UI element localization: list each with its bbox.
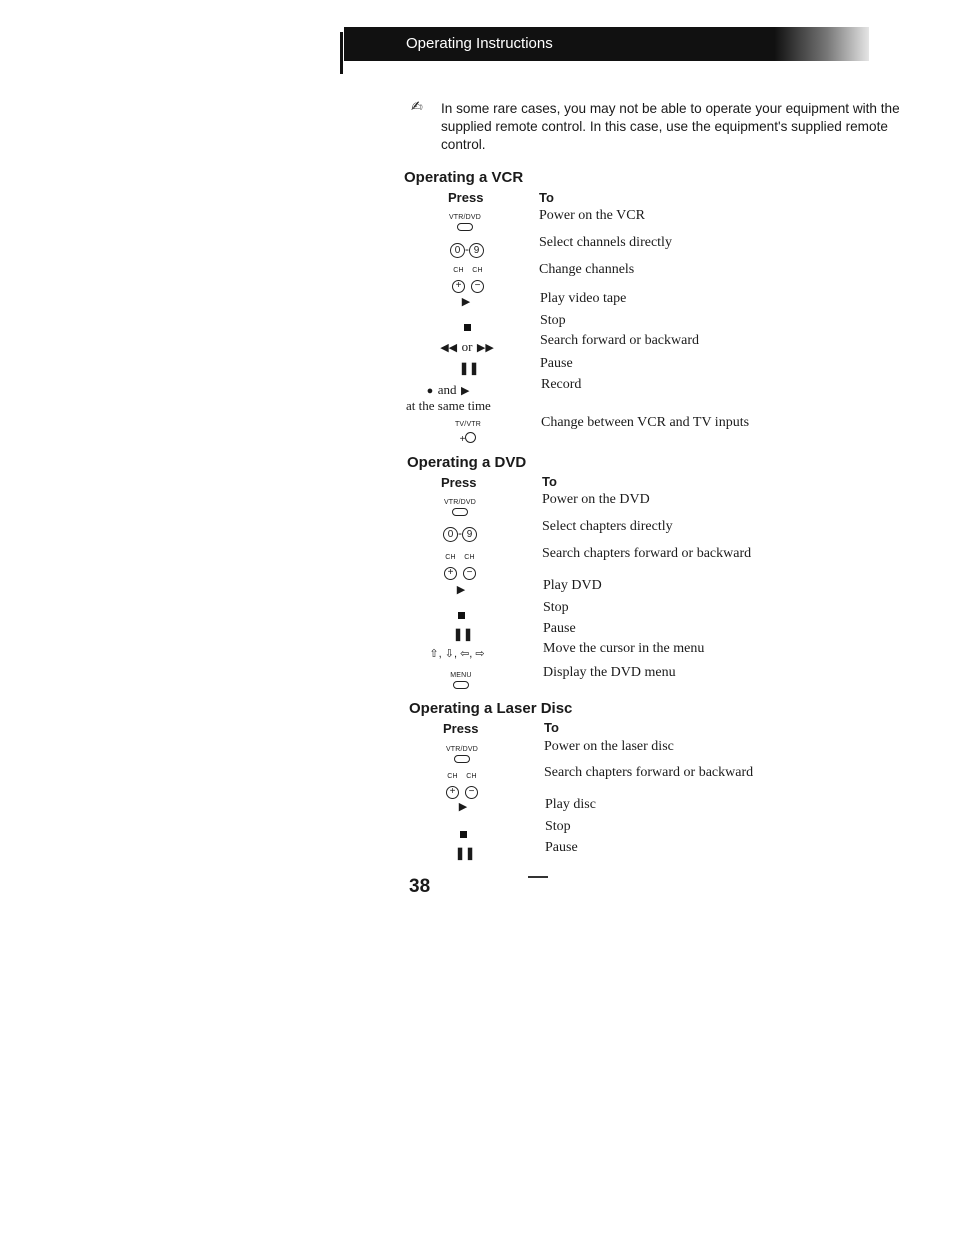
stop-icon: [455, 606, 467, 624]
button-caption: VTR/DVD: [445, 746, 479, 753]
number-buttons: 0 - 9: [437, 524, 483, 542]
divider: [528, 876, 548, 878]
to-header: To: [539, 190, 554, 205]
section-title-dvd: Operating a DVD: [407, 454, 527, 471]
stop-icon: [457, 825, 469, 843]
arrow-left-icon: ⇦: [460, 648, 470, 660]
desc: Search chapters forward or backward: [544, 765, 754, 780]
rewind-icon: ◀◀: [440, 342, 458, 354]
plus-icon: +: [452, 280, 465, 293]
desc: Play disc: [545, 797, 596, 812]
section-title-vcr: Operating a VCR: [404, 169, 524, 186]
desc: Power on the laser disc: [544, 739, 674, 754]
vtr-dvd-button: [435, 499, 485, 516]
ch-caption: CH: [466, 773, 477, 780]
desc: Search forward or backward: [540, 333, 699, 348]
minus-icon: −: [463, 567, 476, 580]
plus-icon: +: [444, 567, 457, 580]
menu-button: [438, 672, 484, 689]
digit-0-button: 0: [443, 527, 458, 542]
desc: Stop: [543, 600, 569, 615]
minus-icon: −: [471, 280, 484, 293]
or-text: or: [461, 339, 473, 354]
play-icon: ▶: [458, 801, 468, 813]
ch-caption: CH: [464, 554, 475, 561]
desc: Search chapters forward or backward: [542, 546, 752, 561]
desc: Power on the VCR: [539, 208, 645, 223]
desc: Change between VCR and TV inputs: [541, 415, 750, 430]
ch-caption: CH: [472, 267, 483, 274]
arrow-down-icon: ⇩: [444, 648, 454, 660]
desc: Pause: [543, 621, 576, 636]
digit-9-button: 9: [462, 527, 477, 542]
vtr-dvd-button: [440, 214, 490, 231]
pencil-note-icon: ✍: [411, 99, 423, 115]
desc: Display the DVD menu: [543, 665, 676, 680]
vtr-dvd-button: [437, 746, 487, 763]
fast-forward-icon: ▶▶: [476, 342, 494, 354]
desc: Power on the DVD: [542, 492, 650, 507]
pause-icon: ❚❚: [455, 846, 476, 860]
channel-buttons: [440, 773, 484, 799]
and-text: and: [437, 382, 457, 397]
desc: Play DVD: [543, 578, 602, 593]
desc: Change channels: [539, 262, 635, 277]
stop-icon: [461, 318, 473, 336]
play-icon: ▶: [460, 385, 470, 397]
button-caption: MENU: [450, 672, 472, 679]
header-rule: [340, 32, 343, 74]
record-icon: ●: [426, 385, 434, 397]
to-header: To: [544, 720, 559, 735]
channel-buttons: [438, 554, 482, 580]
page-title: Operating Instructions: [406, 35, 553, 52]
desc: Move the cursor in the menu: [543, 641, 705, 656]
minus-icon: −: [465, 786, 478, 799]
desc: Stop: [540, 313, 566, 328]
number-buttons: 0 - 9: [444, 240, 490, 258]
page-header: [344, 27, 869, 61]
ch-caption: CH: [445, 554, 456, 561]
press-header: Press: [441, 475, 477, 490]
arrow-up-icon: ⇧: [429, 648, 439, 660]
arrow-right-icon: ⇨: [475, 648, 485, 660]
desc: Record: [541, 377, 582, 392]
desc: Pause: [540, 356, 573, 371]
pause-icon: ❚❚: [453, 627, 474, 641]
digit-9-button: 9: [469, 243, 484, 258]
button-caption: VTR/DVD: [443, 499, 477, 506]
ch-caption: CH: [447, 773, 458, 780]
play-icon: ▶: [456, 584, 466, 596]
cursor-arrow-buttons: ⇧, ⇩, ⇦, ⇨: [429, 648, 485, 660]
press-header: Press: [443, 721, 479, 736]
ch-caption: CH: [453, 267, 464, 274]
channel-buttons: [446, 267, 490, 293]
desc: Select chapters directly: [542, 519, 673, 534]
note-text: In some rare cases, you may not be able to operate your equipment with the supplied remote control. In this case, use the equipment's supplied remote control.: [441, 101, 900, 152]
rewind-ff-buttons: [434, 338, 500, 356]
digit-0-button: 0: [450, 243, 465, 258]
plus-icon: +: [446, 786, 459, 799]
desc: Pause: [545, 840, 578, 855]
button-caption: VTR/DVD: [448, 214, 482, 221]
pause-icon: ❚❚: [459, 361, 480, 375]
desc: Stop: [545, 819, 571, 834]
to-header: To: [542, 474, 557, 489]
section-title-laser-disc: Operating a Laser Disc: [409, 700, 573, 717]
play-icon: ▶: [461, 296, 471, 308]
button-caption: TV/VTR: [454, 421, 482, 428]
record-play-buttons: [403, 381, 493, 399]
press-header: Press: [448, 190, 484, 205]
desc: Play video tape: [540, 291, 627, 306]
same-time-text: at the same time: [406, 398, 491, 413]
page-number: 38: [409, 876, 431, 897]
tv-vtr-button: TV/VTR +: [445, 421, 491, 447]
desc: Select channels directly: [539, 235, 672, 250]
